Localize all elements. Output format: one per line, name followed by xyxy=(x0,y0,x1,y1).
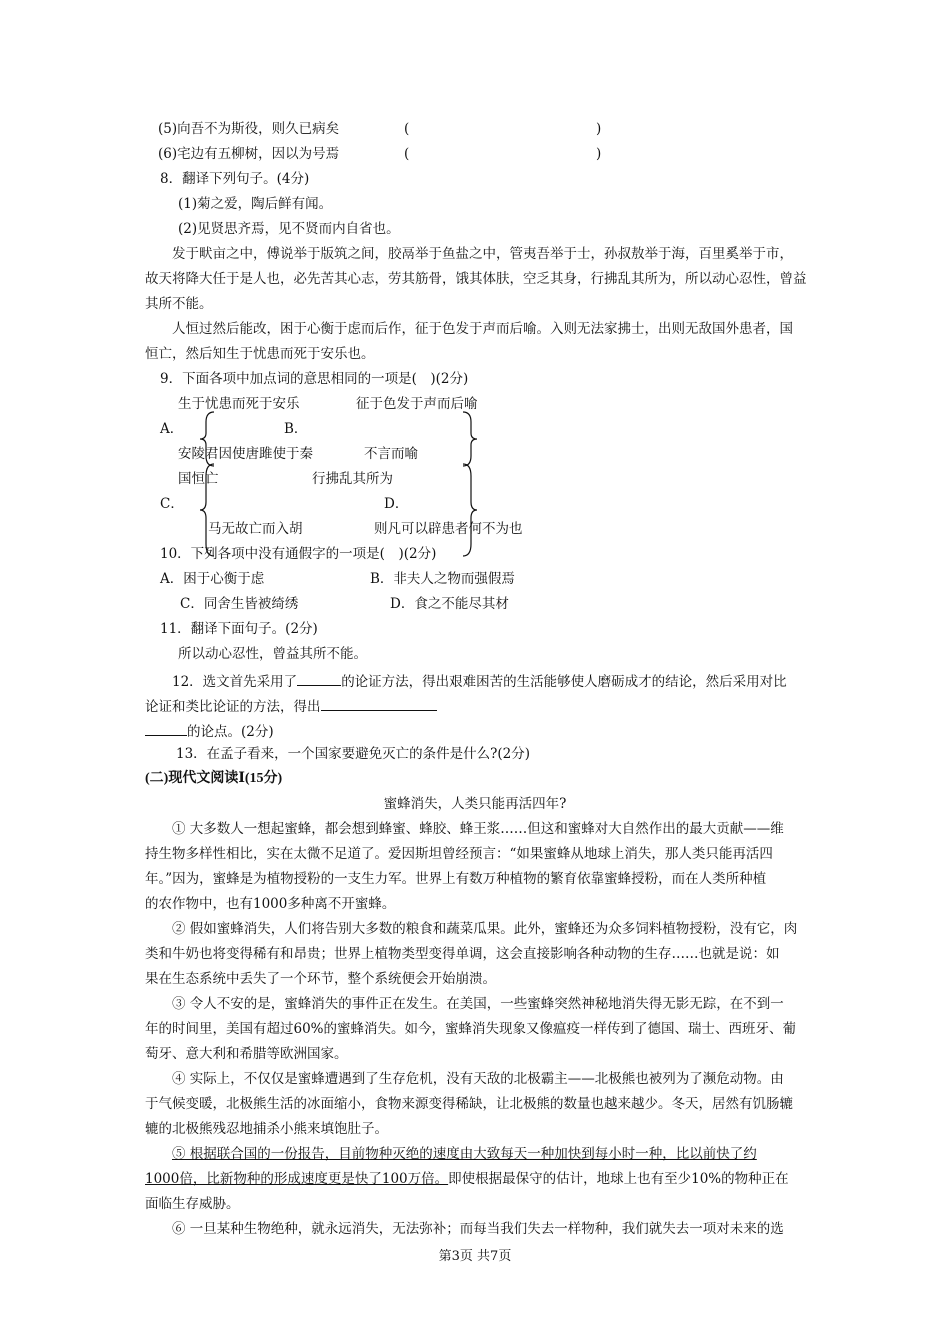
q9-option-d-1: 行拂乱其所为 xyxy=(312,471,393,487)
article-p5-underlined: 1000倍，比新物种的形成速度更是快了100万倍。 xyxy=(145,1171,449,1187)
q9-option-a-brace xyxy=(198,410,218,468)
article-p2-line3: 果在生态系统中丢失了一个环节，整个系统便会开始崩溃。 xyxy=(145,971,496,987)
q12-line3-tail: 的论点。(2分) xyxy=(187,724,274,740)
article-p1-line2: 持生物多样性相比，实在太微不足道了。爱因斯坦曾经预言：“如果蜜蜂从地球上消失，那人类只能再活四 xyxy=(145,846,773,862)
article-title: 蜜蜂消失，人类只能再活四年? xyxy=(383,796,567,812)
q12-blank-method[interactable] xyxy=(297,671,341,686)
q10-option-b: B．非夫人之物而强假焉 xyxy=(370,571,515,587)
article-p1-line1: ① 大多数人一想起蜜蜂，都会想到蜂蜜、蜂胶、蜂王浆……但这和蜜蜂对大自然作出的最大贡献——维 xyxy=(172,821,784,837)
article-p5-line1: ⑤ 根据联合国的一份报告，目前物种灭绝的速度由大致每天一种加快到每小时一种，比以前快了约 xyxy=(172,1146,757,1162)
q11-sentence: 所以动心忍性，曾益其所不能。 xyxy=(178,646,367,662)
article-p5-line2 xyxy=(145,1171,789,1187)
q9-option-a-label: A． xyxy=(160,421,184,437)
article-p4-line2: 于气候变暖，北极熊生活的冰面缩小，食物来源变得稀缺，让北极熊的数量也越来越少。冬天，居然有饥肠辘 xyxy=(145,1096,793,1112)
q9-option-c-2: 马无故亡而入胡 xyxy=(208,521,303,537)
q8-sentence-2: (2)见贤思齐焉，见不贤而内自省也。 xyxy=(178,221,400,237)
q12-line2 xyxy=(145,696,437,715)
q13-stem: 13．在孟子看来，一个国家要避免灭亡的条件是什么?(2分) xyxy=(176,746,531,762)
q11-stem: 11．翻译下面句子。(2分) xyxy=(160,621,318,637)
q12-line1 xyxy=(172,671,787,690)
page-number: 第3页 共7页 xyxy=(438,1249,512,1264)
article-p6-line1: ⑥ 一旦某种生物绝种，就永远消失，无法弥补；而每当我们失去一样物种，我们就失去一项对未来的选 xyxy=(172,1221,784,1237)
q7-item-5-open-paren: ( xyxy=(404,121,410,137)
article-p2-line1: ② 假如蜜蜂消失，人们将告别大多数的粮食和蔬菜瓜果。此外，蜜蜂还为众多饲料植物授粉，没有它，肉 xyxy=(172,921,798,937)
passage-p1-line1: 发于畎亩之中，傅说举于版筑之间，胶鬲举于鱼盐之中，管夷吾举于士，孙叔敖举于海，百里奚举于市， xyxy=(172,246,793,262)
q12-part1: 12．选文首先采用了 xyxy=(172,674,298,690)
article-p5-line2-rest: 即使根据最保守的估计，地球上也有至少10%的物种正在 xyxy=(448,1171,789,1187)
q10-option-a: A．困于心衡于虑 xyxy=(160,571,265,587)
q9-option-d-2: 则凡可以辟患者何不为也 xyxy=(374,521,523,537)
q9-option-c-label: C． xyxy=(160,496,184,512)
article-p3-line1: ③ 令人不安的是，蜜蜂消失的事件正在发生。在美国，一些蜜蜂突然神秘地消失得无影无踪，在不到一 xyxy=(172,996,784,1012)
q12-blank-argument-2[interactable] xyxy=(145,721,187,736)
article-p1-line4: 的农作物中，也有1000多种离不开蜜蜂。 xyxy=(145,896,396,912)
q12-blank-argument-1[interactable] xyxy=(321,696,437,711)
article-p4-line3: 辘的北极熊残忍地捕杀小熊来填饱肚子。 xyxy=(145,1121,388,1137)
passage-p2-line2: 恒亡，然后知生于忧患而死于安乐也。 xyxy=(145,346,375,362)
q9-option-a-2: 安陵君因使唐雎使于秦 xyxy=(178,446,313,462)
q9-option-b-1: 征于色发于声而后喻 xyxy=(356,396,478,412)
q10-option-d: D．食之不能尽其材 xyxy=(390,596,509,612)
article-p4-line1: ④ 实际上，不仅仅是蜜蜂遭遇到了生存危机，没有天敌的北极霸主——北极熊也被列为了濒危动物。由 xyxy=(172,1071,784,1087)
q12-part2: 的论证方法，得出艰难困苦的生活能够使人磨砺成才的结论，然后采用对比 xyxy=(341,674,787,690)
q9-option-a-1: 生于忧患而死于安乐 xyxy=(178,396,300,412)
q9-stem: 9．下面各项中加点词的意思相同的一项是( )(2分) xyxy=(160,371,469,387)
q9-option-d-label: D． xyxy=(384,496,409,512)
article-p1-line3: 年。”因为，蜜蜂是为植物授粉的一支生力军。世界上有数万种植物的繁育依靠蜜蜂授粉，而在人类所种植 xyxy=(145,871,767,887)
q12-line2-text: 论证和类比论证的方法，得出 xyxy=(145,699,321,715)
q9-option-b-label: B． xyxy=(284,421,308,437)
article-p2-line2: 类和牛奶也将变得稀有和昂贵；世界上植物类型变得单调，这会直接影响各种动物的生存……也就是说：如 xyxy=(145,946,780,962)
q10-stem: 10．下列各项中没有通假字的一项是( )(2分) xyxy=(160,546,437,562)
q8-sentence-1: (1)菊之爱，陶后鲜有闻。 xyxy=(178,196,333,212)
article-p3-line3: 萄牙、意大利和希腊等欧洲国家。 xyxy=(145,1046,348,1062)
q7-item-6-open-paren: ( xyxy=(404,146,410,162)
passage-p1-line2: 故天将降大任于是人也，必先苦其心志，劳其筋骨，饿其体肤，空乏其身，行拂乱其所为，所以动心忍性，曾益 xyxy=(145,271,807,287)
q9-option-b-brace xyxy=(459,410,479,468)
section-heading: (二)现代文阅读Ⅰ(15分) xyxy=(145,771,283,786)
passage-p1-line3: 其所不能。 xyxy=(145,296,213,312)
q10-option-c: C．同舍生皆被绮绣 xyxy=(180,596,299,612)
q9-option-c-brace xyxy=(198,462,218,558)
q7-item-6-close-paren: ) xyxy=(596,146,602,162)
q7-item-5-close-paren: ) xyxy=(596,121,602,137)
q12-line3 xyxy=(145,721,274,740)
q9-option-b-2: 不言而喻 xyxy=(364,446,418,462)
q7-item-5: (5)向吾不为斯役，则久已病矣 xyxy=(158,121,340,137)
q7-item-6: (6)宅边有五柳树，因以为号焉 xyxy=(158,146,340,162)
passage-p2-line1: 人恒过然后能改，困于心衡于虑而后作，征于色发于声而后喻。入则无法家拂士，出则无敌国外患者，国 xyxy=(172,321,793,337)
q9-option-c-1: 国恒亡 xyxy=(178,471,219,487)
article-p5-line3: 面临生存威胁。 xyxy=(145,1196,240,1212)
q8-stem: 8．翻译下列句子。(4分) xyxy=(160,171,310,187)
article-p3-line2: 年的时间里，美国有超过60%的蜜蜂消失。如今，蜜蜂消失现象又像瘟疫一样传到了德国、瑞士、西班牙、葡 xyxy=(145,1021,797,1037)
q9-option-d-brace xyxy=(459,462,479,558)
